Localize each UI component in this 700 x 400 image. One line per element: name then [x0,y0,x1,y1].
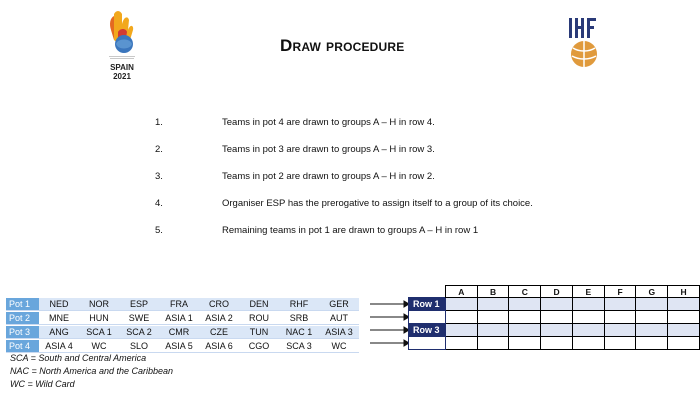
group-slot [445,311,477,324]
group-slot [477,324,509,337]
group-row [409,337,700,350]
team-cell: ASIA 1 [159,311,199,325]
team-cell: CRO [199,297,239,311]
ihf-logo [563,14,603,76]
row-label: Row 2 [409,311,446,324]
pot-row [6,325,359,339]
svg-text:SPAIN: SPAIN [110,63,134,72]
team-cell: SRB [279,311,319,325]
group-slot [541,298,573,311]
groups-corner [409,286,446,298]
note-line: SCA = South and Central America [10,353,147,363]
group-slot [541,337,573,350]
group-slot [668,298,700,311]
group-row [409,298,700,311]
group-slot [604,298,636,311]
group-slot [477,298,509,311]
row-label: Row 1 [409,298,446,311]
group-header: F [604,286,636,298]
group-header: H [668,286,700,298]
team-cell: ASIA 3 [319,325,359,339]
team-cell: SCA 3 [279,339,319,353]
group-slot [572,298,604,311]
page-title: Draw procedure [280,36,405,55]
step-text: Organiser ESP has the prerogative to assign itself to a group of its choice. [222,198,533,209]
group-slot [636,298,668,311]
step-number: 5. [155,225,163,236]
group-slot [509,311,541,324]
team-cell: ASIA 6 [199,339,239,353]
team-cell: DEN [239,297,279,311]
team-cell: ROU [239,311,279,325]
spain-2021-logo [100,10,144,82]
team-cell: WC [79,339,119,353]
group-header: D [541,286,573,298]
team-cell: CZE [199,325,239,339]
team-cell: CMR [159,325,199,339]
group-slot [604,337,636,350]
group-slot [604,324,636,337]
svg-text:2021: 2021 [113,72,131,81]
step-text: Teams in pot 2 are drawn to groups A – H in row 2. [222,171,435,182]
row-label: Row 4 [409,337,446,350]
group-slot [445,337,477,350]
group-slot [572,324,604,337]
team-cell: SWE [119,311,159,325]
group-slot [509,337,541,350]
pot-label: Pot 1 [6,297,39,311]
group-slot [509,298,541,311]
pot-label: Pot 4 [6,339,39,353]
group-slot [541,311,573,324]
team-cell: ANG [39,325,79,339]
pot-label: Pot 2 [6,311,39,325]
team-cell: NED [39,297,79,311]
note-line: WC = Wild Card [10,379,75,389]
team-cell: ASIA 4 [39,339,79,353]
group-slot [668,337,700,350]
team-cell: ASIA 2 [199,311,239,325]
team-cell: AUT [319,311,359,325]
group-header: C [509,286,541,298]
group-slot [445,298,477,311]
step-number: 4. [155,198,163,209]
group-slot [636,337,668,350]
step-text: Remaining teams in pot 1 are drawn to groups A – H in row 1 [222,225,479,236]
team-cell: SCA 2 [119,325,159,339]
group-slot [604,311,636,324]
pots-table [6,297,359,353]
group-slot [636,324,668,337]
pot-row [6,311,359,325]
step-number: 3. [155,171,163,182]
abbreviation-notes [10,352,173,391]
group-slot [509,324,541,337]
pot-label: Pot 3 [6,325,39,339]
step-number: 1. [155,117,163,128]
team-cell: GER [319,297,359,311]
pot-row [6,297,359,311]
team-cell: NAC 1 [279,325,319,339]
step-number: 2. [155,144,163,155]
team-cell: ASIA 5 [159,339,199,353]
draw-arrows [368,297,410,353]
group-row [409,324,700,337]
team-cell: TUN [239,325,279,339]
group-slot [636,311,668,324]
group-header: B [477,286,509,298]
group-slot [445,324,477,337]
team-cell: HUN [79,311,119,325]
group-slot [477,337,509,350]
group-slot [572,337,604,350]
team-cell: CGO [239,339,279,353]
team-cell: MNE [39,311,79,325]
team-cell: WC [319,339,359,353]
row-label: Row 3 [409,324,446,337]
team-cell: FRA [159,297,199,311]
group-header: A [445,286,477,298]
team-cell: NOR [79,297,119,311]
team-cell: RHF [279,297,319,311]
group-header: G [636,286,668,298]
groups-table [408,285,700,350]
step-text: Teams in pot 4 are drawn to groups A – H in row 4. [222,117,435,128]
group-slot [572,311,604,324]
group-slot [668,311,700,324]
team-cell: ESP [119,297,159,311]
group-header: E [572,286,604,298]
step-text: Teams in pot 3 are drawn to groups A – H in row 3. [222,144,435,155]
group-slot [477,311,509,324]
group-row [409,311,700,324]
note-line: NAC = North America and the Caribbean [10,366,173,376]
group-slot [668,324,700,337]
team-cell: SCA 1 [79,325,119,339]
groups-header-row [409,286,700,298]
pot-row [6,339,359,353]
group-slot [541,324,573,337]
team-cell: SLO [119,339,159,353]
